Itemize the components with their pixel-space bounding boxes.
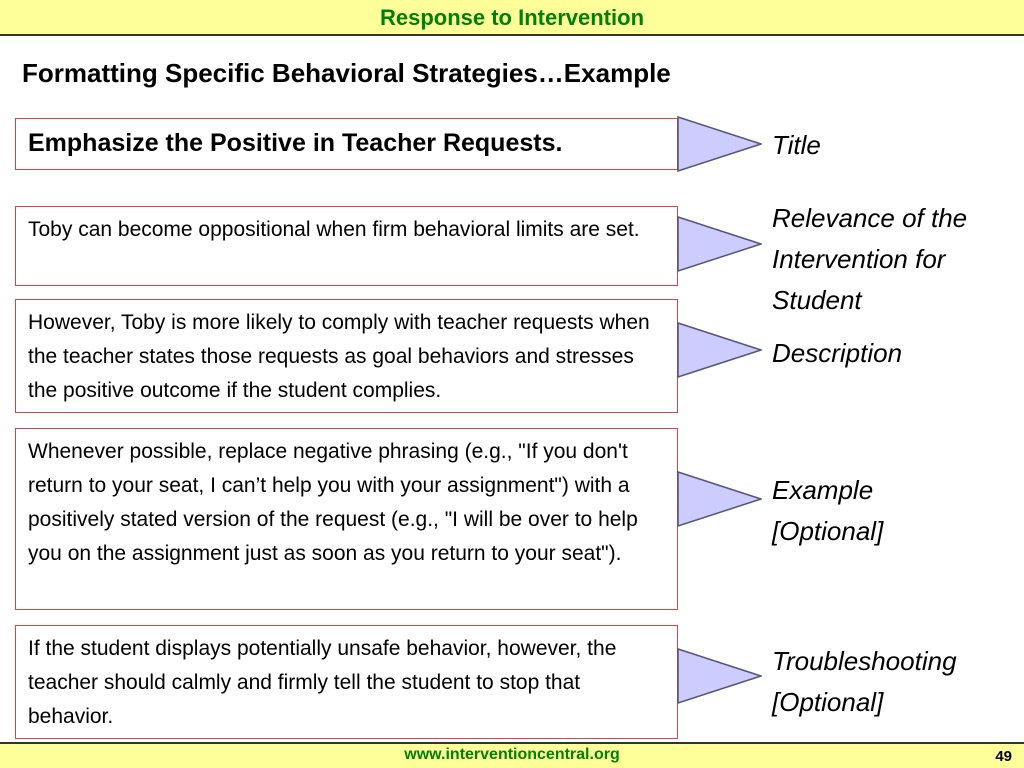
arrow-right-icon	[677, 216, 762, 272]
description-box: However, Toby is more likely to comply with teacher requests when the teacher states those requests as goal behaviors and stresses the positive outcome if the student complies.	[15, 299, 678, 413]
arrow-right-icon	[677, 116, 762, 172]
label-title: Title	[772, 130, 821, 160]
label-description: Description	[772, 338, 903, 368]
label-example: Example [Optional]	[772, 475, 884, 546]
footer-bar	[0, 742, 1024, 768]
footer-url[interactable]: www.interventioncentral.org	[404, 746, 620, 763]
arrow-right-icon	[677, 322, 762, 378]
arrow-right-icon	[677, 471, 762, 527]
troubleshooting-box: If the student displays potentially unsafe behavior, however, the teacher should calmly and firmly tell the student to stop that behavior.	[15, 625, 678, 739]
header-title: Response to Intervention	[379, 5, 645, 30]
page-number: 49	[995, 748, 1012, 765]
arrow-right-icon	[677, 648, 762, 704]
label-troubleshooting: Troubleshooting [Optional]	[772, 646, 957, 717]
relevance-box: Toby can become oppositional when firm behavioral limits are set.	[15, 206, 678, 286]
slide-heading: Formatting Specific Behavioral Strategies…Example	[22, 58, 671, 88]
label-relevance: Relevance of the Intervention for Student	[772, 203, 968, 315]
header-bar	[0, 0, 1024, 36]
strategy-title-box: Emphasize the Positive in Teacher Requests.	[15, 118, 678, 170]
example-box: Whenever possible, replace negative phrasing (e.g., "If you don't return to your seat, I can’t help you with your assignment") with a positively stated version of the request (e.g., "I will be over to help you on the assignment just as soon as you return to your seat").	[15, 428, 678, 610]
